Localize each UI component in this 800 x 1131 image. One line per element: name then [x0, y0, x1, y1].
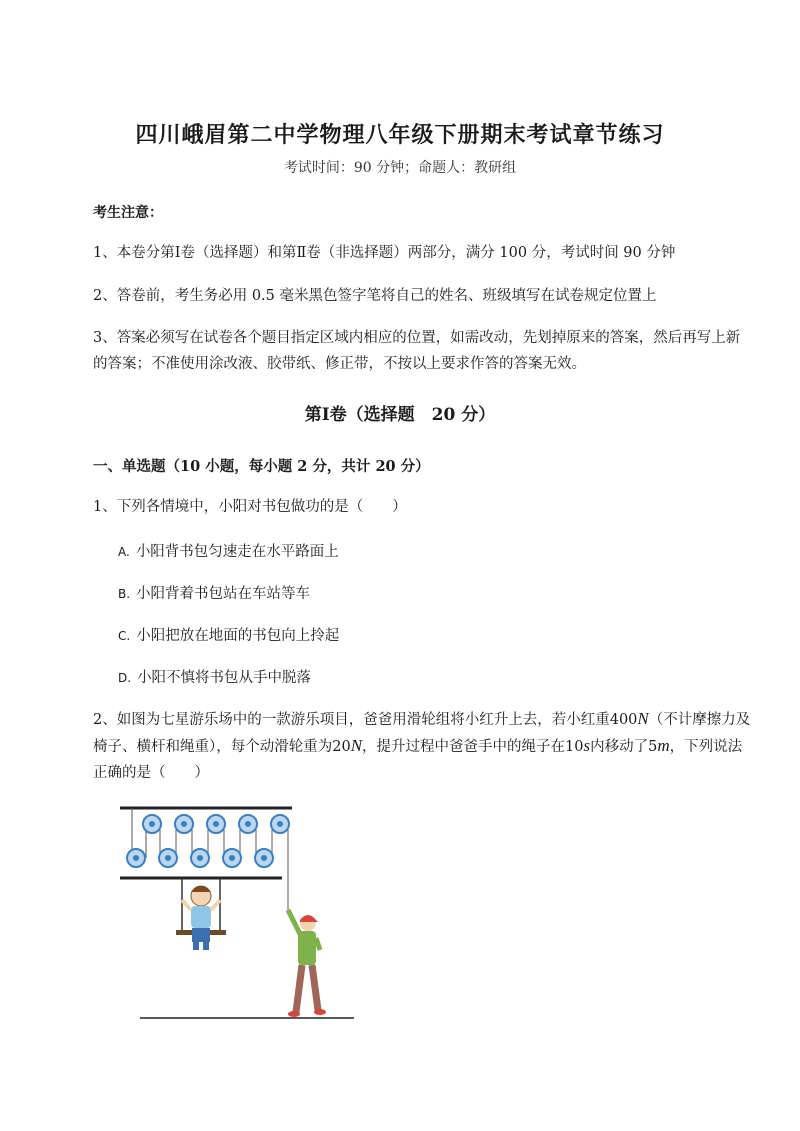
- option-text: 小阳不慎将书包从手中脱落: [137, 670, 312, 686]
- exam-meta: 考试时间：90 分钟；命题人：教研组: [283, 160, 517, 176]
- option-letter: A.: [118, 545, 130, 559]
- question-1-option-a[interactable]: [118, 540, 339, 561]
- child-figure: [182, 886, 220, 950]
- question-2-stem: 2、如图为七星游乐场中的一款游乐项目，爸爸用滑轮组将小红升上去，若小红重400N（不计摩擦力及椅子、横杆和绳重），每个动滑轮重为20N，提升过程中爸爸手中的绳子在10s内移动了5m，下列说法正确的是（ ）: [93, 709, 751, 781]
- pulley-figure: [112, 800, 372, 1030]
- notice-heading: 考生注意：: [93, 205, 163, 221]
- section-title: 第Ⅰ卷（选择题 20 分）: [304, 405, 496, 425]
- pulley-illustration: [112, 800, 372, 1030]
- part-heading: 一、单选题（10 小题，每小题 2 分，共计 20 分）: [93, 458, 430, 475]
- question-1-stem: 1、下列各情境中，小阳对书包做功的是（ ）: [93, 499, 407, 515]
- question-1-option-b[interactable]: [118, 582, 310, 603]
- option-letter: D.: [118, 671, 132, 685]
- question-1-option-c[interactable]: [118, 624, 339, 645]
- option-letter: C.: [118, 629, 131, 643]
- option-text: 小阳背着书包站在车站等车: [136, 586, 311, 602]
- father-figure: [288, 910, 326, 1017]
- question-1-option-d[interactable]: [118, 666, 311, 687]
- option-text: 小阳把放在地面的书包向上拎起: [136, 628, 340, 644]
- notice-item-1: 1、本卷分第Ⅰ卷（选择题）和第Ⅱ卷（非选择题）两部分，满分 100 分，考试时间 90 分钟: [93, 245, 676, 261]
- option-letter: B.: [118, 587, 131, 601]
- notice-item-3: 3、答案必须写在试卷各个题目指定区域内相应的位置，如需改动，先划掉原来的答案，然后再写上新的答案；不准使用涂改液、胶带纸、修正带，不按以上要求作答的答案无效。: [93, 330, 741, 372]
- movable-pulleys: [127, 849, 273, 867]
- page-title: 四川峨眉第二中学物理八年级下册期末考试章节练习: [135, 122, 665, 148]
- option-text: 小阳背书包匀速走在水平路面上: [135, 544, 339, 560]
- notice-item-2: 2、答卷前，考生务必用 0.5 毫米黑色签字笔将自己的姓名、班级填写在试卷规定位置上: [93, 288, 657, 304]
- fixed-pulleys: [143, 815, 289, 833]
